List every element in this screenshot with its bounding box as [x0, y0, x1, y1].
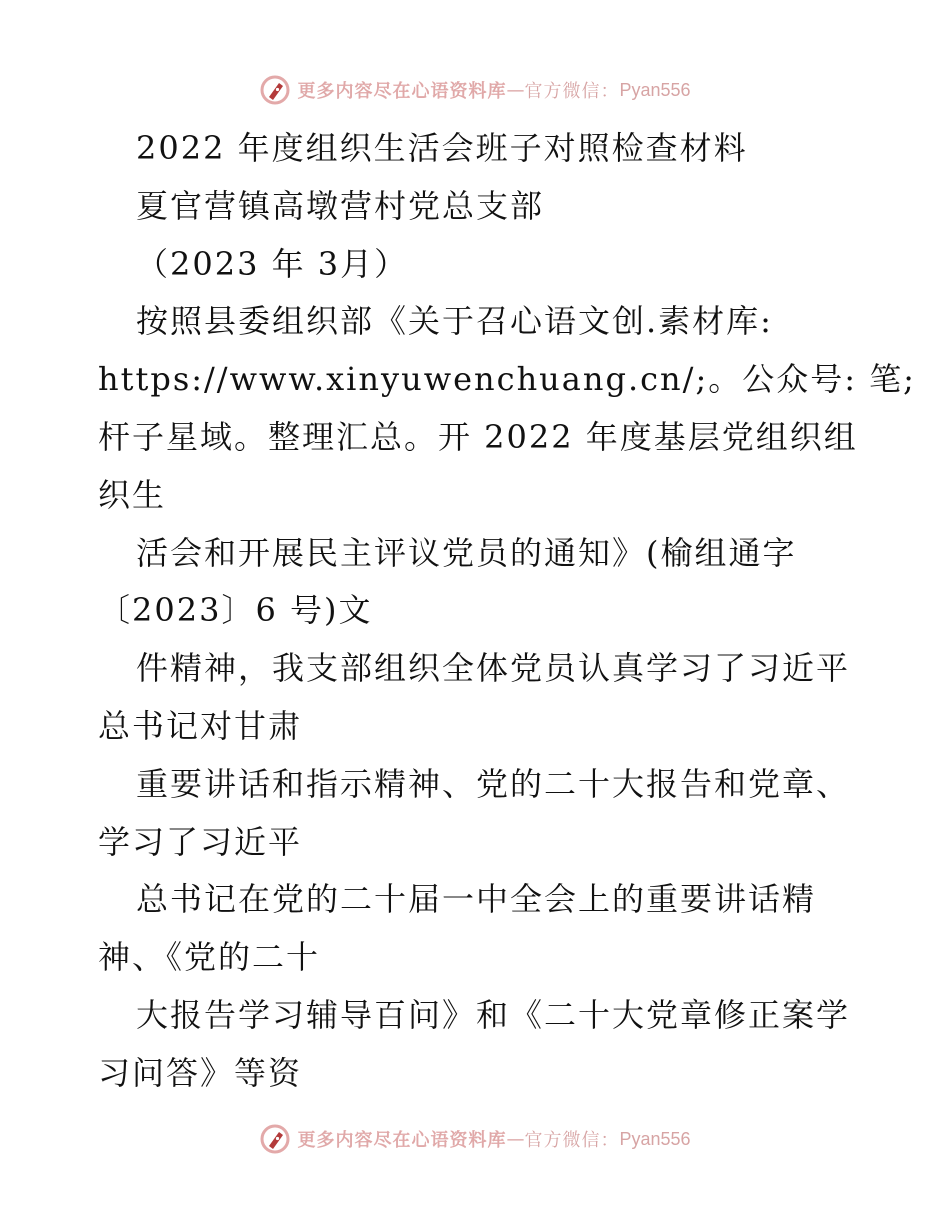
doc-line: （2023 年 3月） [136, 244, 409, 283]
doc-line: 夏官营镇高墩营村党总支部 [136, 186, 545, 225]
doc-line: 织生 [98, 475, 167, 514]
footer-watermark [0, 1119, 950, 1159]
watermark-main-text: 更多内容尽在心语资料库 [297, 1130, 507, 1151]
header-watermark [0, 70, 950, 110]
doc-line: 大报告学习辅导百问》和《二十大党章修正案学 [136, 995, 851, 1034]
doc-line: 件精神，我支部组织全体党员认真学习了习近平 [136, 649, 851, 688]
doc-line: 总书记对甘肃 [98, 706, 303, 745]
watermark-wechat-label: 官方微信： [524, 81, 620, 102]
watermark-main-text: 更多内容尽在心语资料库 [297, 81, 507, 102]
doc-line: 2022 年度组织生活会班子对照检查材料 [136, 129, 748, 167]
watermark-wechat-id: Pyan556 [619, 1128, 691, 1149]
pen-nib-circle-icon [259, 1123, 291, 1155]
doc-line: 重要讲话和指示精神、党的二十大报告和党章、 [136, 764, 851, 803]
doc-line: https://www.xinyuwenchuang.cn/;。公众号: 笔; [98, 360, 916, 399]
doc-line: 〔2023〕6 号)文 [98, 591, 373, 630]
doc-line: 总书记在党的二十届一中全会上的重要讲话精 [136, 880, 817, 919]
pen-nib-circle-icon [259, 74, 291, 106]
doc-line: 学习了习近平 [98, 822, 303, 861]
watermark-separator: — [506, 79, 525, 101]
document-body [98, 120, 916, 1103]
doc-line: 活会和开展民主评议党员的通知》(榆组通字 [136, 533, 797, 572]
doc-line: 习问答》等资 [98, 1053, 303, 1092]
watermark-separator: — [506, 1128, 525, 1150]
doc-line: 杆子星域。整理汇总。开 2022 年度基层党组织组 [98, 417, 858, 456]
watermark-wechat-id: Pyan556 [619, 79, 691, 100]
doc-line: 按照县委组织部《关于召心语文创.素材库: [136, 302, 773, 341]
watermark-wechat-label: 官方微信： [524, 1130, 620, 1151]
doc-line: 神、《党的二十 [98, 938, 321, 977]
